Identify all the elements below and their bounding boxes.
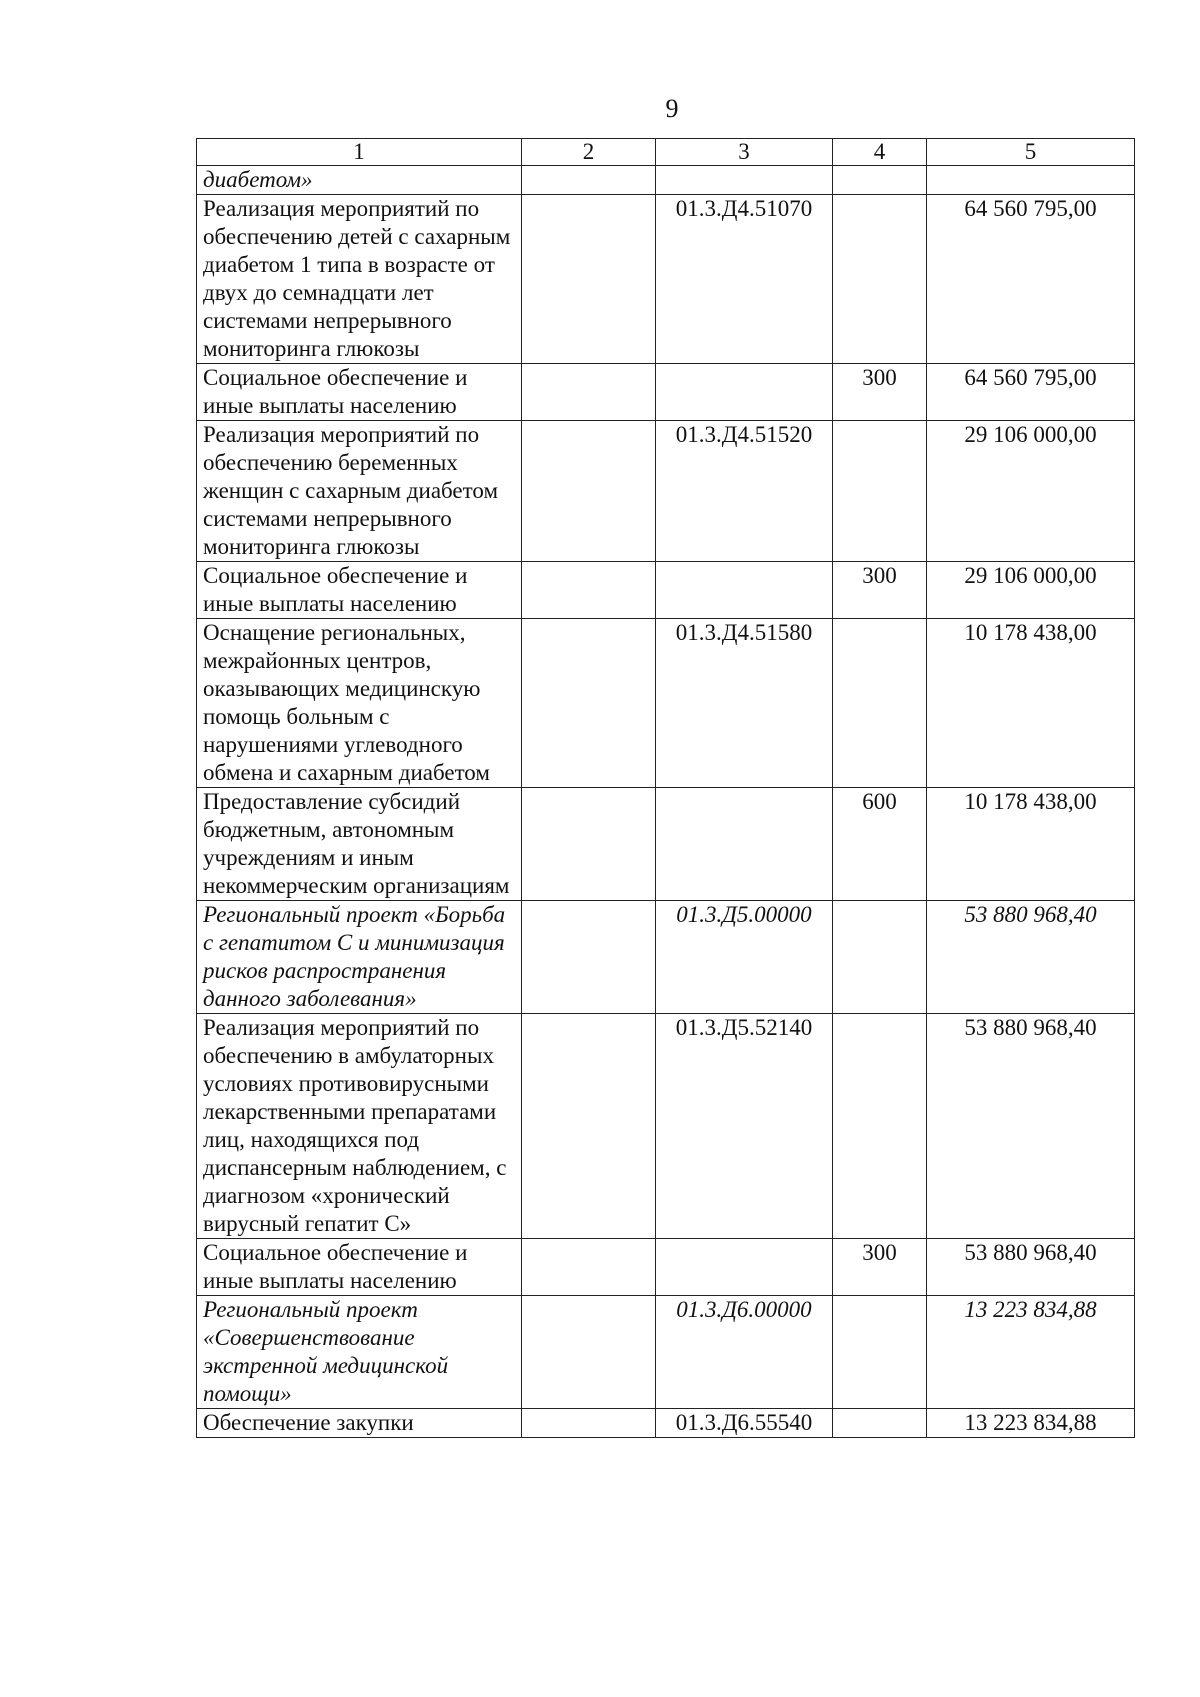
name-cell: Социальное обеспечение и иные выплаты населению <box>197 1239 522 1296</box>
name-cell: Реализация мероприятий по обеспечению беременных женщин с сахарным диабетом системами непрерывного мониторинга глюкозы <box>197 421 522 562</box>
sum-cell: 29 106 000,00 <box>927 421 1135 562</box>
expense-type-cell: 300 <box>833 1239 927 1296</box>
code-cell <box>656 364 833 421</box>
expense-type-cell <box>833 1296 927 1409</box>
table-row <box>197 901 1135 1014</box>
table-row <box>197 1239 1135 1296</box>
code-cell: 01.3.Д5.00000 <box>656 901 833 1014</box>
expense-type-cell <box>833 1409 927 1438</box>
name-cell: Реализация мероприятий по обеспечению в амбулаторных условиях противовирусными лекарственными препаратами лиц, находящихся под диспансерным наблюдением, с диагнозом «хронический вирусный гепатит С» <box>197 1014 522 1239</box>
name-cell: диабетом» <box>197 166 522 195</box>
header-cell: 5 <box>927 139 1135 166</box>
code-cell: 01.3.Д4.51070 <box>656 195 833 364</box>
expense-type-cell <box>833 619 927 788</box>
code-cell: 01.3.Д4.51520 <box>656 421 833 562</box>
name-cell: Реализация мероприятий по обеспечению детей с сахарным диабетом 1 типа в возрасте от двух до семнадцати лет системами непрерывного мониторинга глюкозы <box>197 195 522 364</box>
expense-type-cell: 300 <box>833 562 927 619</box>
column-2-cell <box>522 195 656 364</box>
column-2-cell <box>522 166 656 195</box>
expense-type-cell <box>833 195 927 364</box>
sum-cell: 64 560 795,00 <box>927 364 1135 421</box>
table-row <box>197 619 1135 788</box>
header-cell: 4 <box>833 139 927 166</box>
code-cell: 01.3.Д6.55540 <box>656 1409 833 1438</box>
table-row <box>197 1409 1135 1438</box>
header-cell: 2 <box>522 139 656 166</box>
name-cell: Оснащение региональных, межрайонных центров, оказывающих медицинскую помощь больным с нарушениями углеводного обмена и сахарным диабетом <box>197 619 522 788</box>
sum-cell: 13 223 834,88 <box>927 1296 1135 1409</box>
table-row <box>197 421 1135 562</box>
budget-table <box>196 138 1135 1438</box>
name-cell: Обеспечение закупки <box>197 1409 522 1438</box>
column-2-cell <box>522 1014 656 1239</box>
table-row <box>197 1014 1135 1239</box>
table-row <box>197 788 1135 901</box>
expense-type-cell: 300 <box>833 364 927 421</box>
name-cell: Предоставление субсидий бюджетным, автономным учреждениям и иным некоммерческим организациям <box>197 788 522 901</box>
code-cell: 01.3.Д5.52140 <box>656 1014 833 1239</box>
column-2-cell <box>522 364 656 421</box>
expense-type-cell: 600 <box>833 788 927 901</box>
code-cell <box>656 562 833 619</box>
code-cell <box>656 166 833 195</box>
name-cell: Социальное обеспечение и иные выплаты населению <box>197 562 522 619</box>
sum-cell: 10 178 438,00 <box>927 619 1135 788</box>
column-2-cell <box>522 788 656 901</box>
name-cell: Региональный проект «Борьба с гепатитом С и минимизация рисков распространения данного заболевания» <box>197 901 522 1014</box>
sum-cell: 13 223 834,88 <box>927 1409 1135 1438</box>
sum-cell: 64 560 795,00 <box>927 195 1135 364</box>
column-2-cell <box>522 1239 656 1296</box>
sum-cell: 53 880 968,40 <box>927 901 1135 1014</box>
expense-type-cell <box>833 901 927 1014</box>
table-row <box>197 364 1135 421</box>
column-2-cell <box>522 421 656 562</box>
header-cell: 3 <box>656 139 833 166</box>
table-row <box>197 1296 1135 1409</box>
sum-cell <box>927 166 1135 195</box>
column-2-cell <box>522 619 656 788</box>
code-cell: 01.3.Д4.51580 <box>656 619 833 788</box>
table-row <box>197 166 1135 195</box>
sum-cell: 29 106 000,00 <box>927 562 1135 619</box>
column-2-cell <box>522 1409 656 1438</box>
column-2-cell <box>522 901 656 1014</box>
code-cell: 01.3.Д6.00000 <box>656 1296 833 1409</box>
table-header-row <box>197 139 1135 166</box>
column-2-cell <box>522 562 656 619</box>
code-cell <box>656 788 833 901</box>
expense-type-cell <box>833 1014 927 1239</box>
sum-cell: 53 880 968,40 <box>927 1014 1135 1239</box>
expense-type-cell <box>833 421 927 562</box>
name-cell: Региональный проект «Совершенствование экстренной медицинской помощи» <box>197 1296 522 1409</box>
table-row <box>197 562 1135 619</box>
code-cell <box>656 1239 833 1296</box>
name-cell: Социальное обеспечение и иные выплаты населению <box>197 364 522 421</box>
expense-type-cell <box>833 166 927 195</box>
header-cell: 1 <box>197 139 522 166</box>
column-2-cell <box>522 1296 656 1409</box>
sum-cell: 53 880 968,40 <box>927 1239 1135 1296</box>
page-number: 9 <box>665 94 679 123</box>
sum-cell: 10 178 438,00 <box>927 788 1135 901</box>
table-row <box>197 195 1135 364</box>
